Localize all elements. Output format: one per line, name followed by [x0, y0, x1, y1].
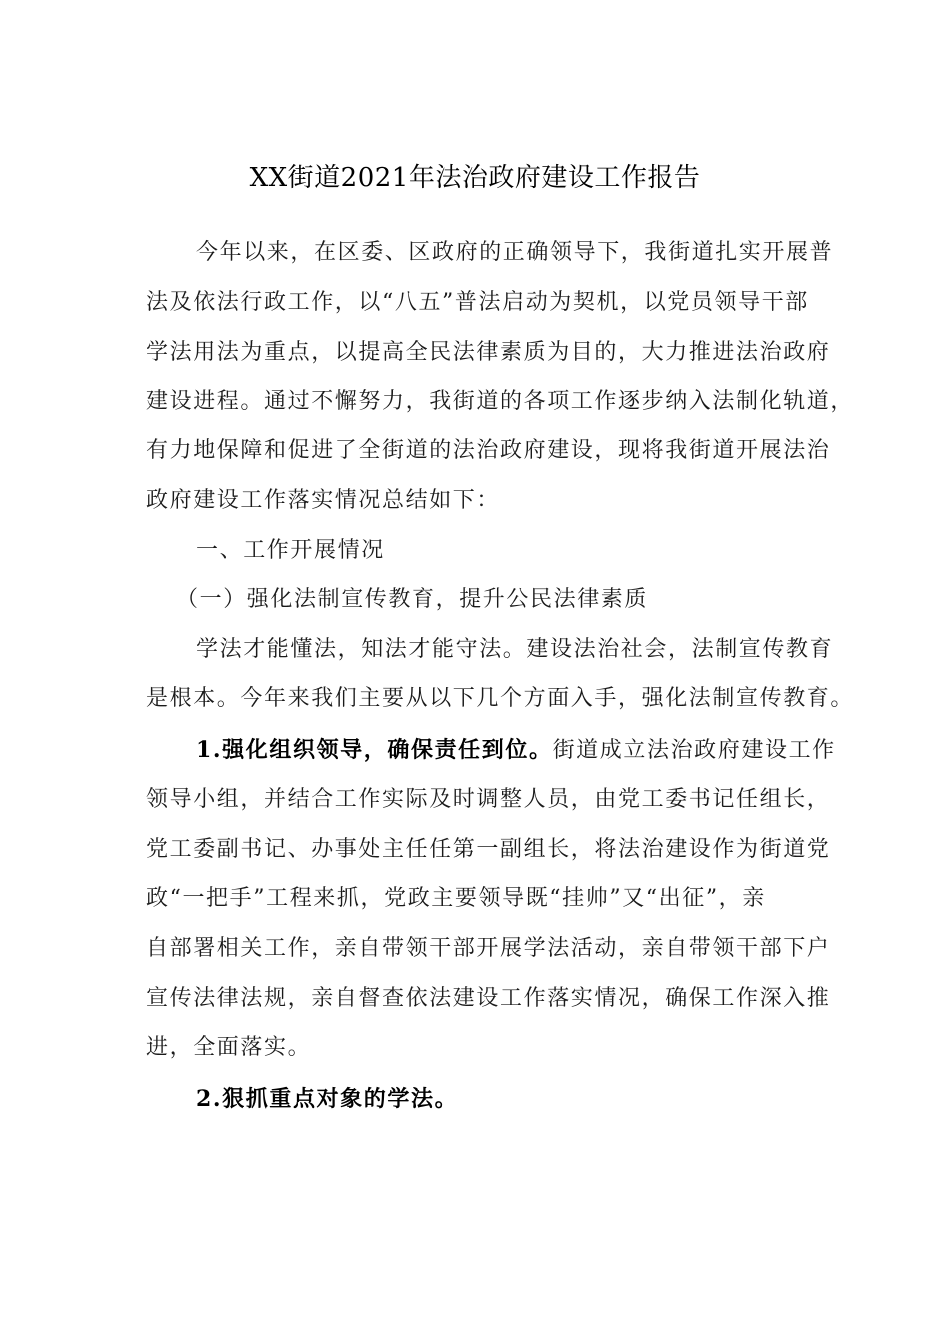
- intro-line: 法及依法行政工作，以“八五”普法启动为契机，以党员领导干部: [146, 290, 809, 315]
- item-1-line: 进，全面落实。: [146, 1035, 312, 1060]
- item-1-line: 党工委副书记、办事处主任任第一副组长，将法治建设作为街道党: [146, 837, 831, 862]
- item-1-first-line-rest: 街道成立法治政府建设工作: [552, 738, 836, 763]
- item-1-line: 领导小组，并结合工作实际及时调整人员，由党工委书记任组长，: [146, 787, 831, 812]
- subsection-line: 是根本。今年来我们主要从以下几个方面入手，强化法制宣传教育。: [146, 686, 855, 711]
- item-1-bold-lead: 1.强化组织领导，确保责任到位。: [196, 737, 553, 763]
- intro-line: 今年以来，在区委、区政府的正确领导下，我街道扎实开展普: [196, 240, 834, 265]
- item-2-heading: 2.狠抓重点对象的学法。: [196, 1086, 459, 1112]
- subsection-line: 学法才能懂法，知法才能守法。建设法治社会，法制宣传教育: [196, 637, 834, 662]
- item-1-line: 自部署相关工作，亲自带领干部开展学法活动，亲自带领干部下户: [146, 936, 831, 961]
- document-title: XX街道2021年法治政府建设工作报告: [249, 163, 701, 193]
- item-1-first-line: [196, 735, 836, 766]
- intro-line: 政府建设工作落实情况总结如下：: [146, 488, 501, 513]
- item-1-line: 宣传法律法规，亲自督查依法建设工作落实情况，确保工作深入推: [146, 986, 831, 1011]
- item-1-line: 政“一把手”工程来抓，党政主要领导既“挂帅”又“出征”，亲: [146, 886, 766, 911]
- subsection-heading: （一）强化法制宣传教育，提升公民法律素质: [176, 587, 649, 612]
- intro-line: 建设进程。通过不懈努力，我街道的各项工作逐步纳入法制化轨道，: [146, 389, 855, 414]
- intro-line: 有力地保障和促进了全街道的法治政府建设，现将我街道开展法治: [146, 438, 831, 463]
- intro-line: 学法用法为重点，以提高全民法律素质为目的，大力推进法治政府: [146, 340, 831, 365]
- section-heading: 一、工作开展情况: [196, 538, 385, 563]
